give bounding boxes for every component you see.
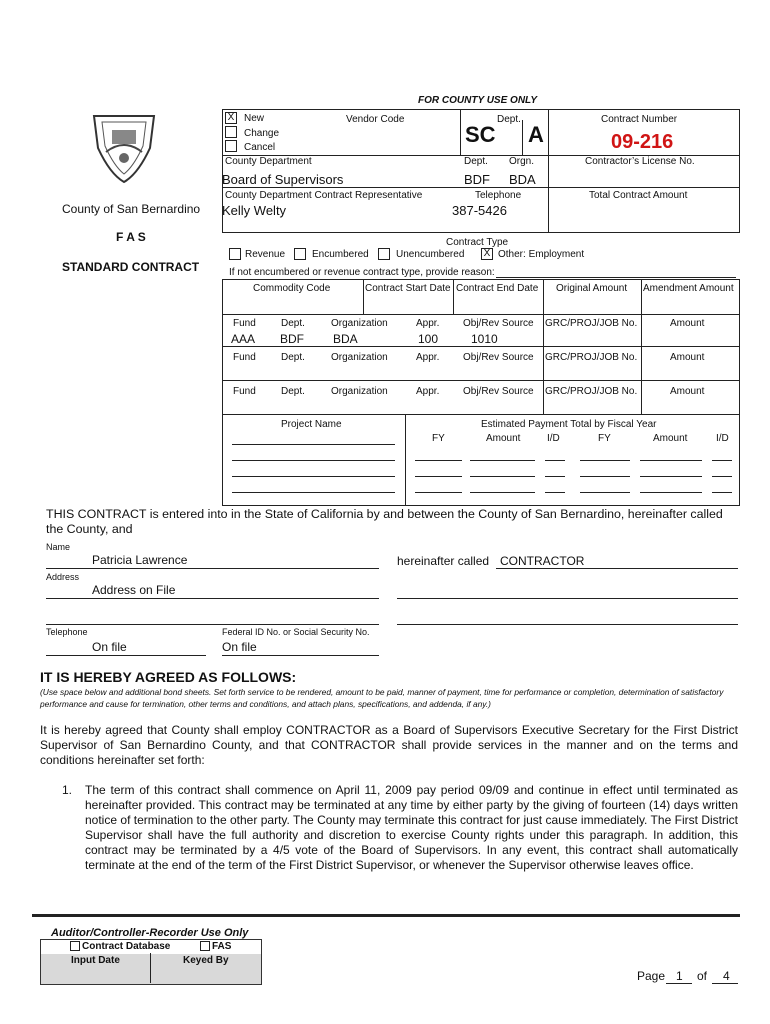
id-label-1: I/D bbox=[547, 433, 560, 444]
amount-label-1: Amount bbox=[486, 433, 521, 444]
footer-rule bbox=[32, 914, 740, 917]
federal-id-label: Federal ID No. or Social Security No. bbox=[222, 627, 370, 637]
county-use-title: FOR COUNTY USE ONLY bbox=[418, 95, 538, 106]
organization-header-3: Organization bbox=[331, 386, 388, 397]
appr-header-2: Appr. bbox=[416, 352, 440, 363]
other-label: Other: Employment bbox=[498, 249, 585, 260]
end-date-label: Contract End Date bbox=[456, 283, 539, 294]
contractor-name: Patricia Lawrence bbox=[92, 553, 188, 567]
contract-database-label: Contract Database bbox=[82, 941, 171, 952]
page-total: 4 bbox=[723, 969, 730, 983]
fund-header-2: Fund bbox=[233, 352, 256, 363]
amendment-amount-label: Amendment Amount bbox=[643, 283, 734, 294]
original-amount-label: Original Amount bbox=[556, 283, 628, 294]
auditor-title: Auditor/Controller-Recorder Use Only bbox=[51, 927, 249, 939]
contract-number-label: Contract Number bbox=[601, 114, 678, 125]
body-paragraph: It is hereby agreed that County shall employ CONTRACTOR as a Board of Supervisors Executive Secretary for the First District Supervisor of San Bernardino County, and that CONTRACTOR shall provide services in the manner and on the terms and conditions hereinafter set forth: bbox=[40, 723, 738, 767]
revenue-label: Revenue bbox=[245, 249, 286, 260]
intro-text: THIS CONTRACT is entered into in the State of California by and between the County of San Bernardino, hereinafter called the County, and bbox=[46, 507, 723, 536]
encumbered-checkbox[interactable] bbox=[294, 248, 306, 260]
page-number: 1 bbox=[676, 969, 683, 983]
other-checkbox[interactable]: X bbox=[481, 248, 493, 260]
appr-header-1: Appr. bbox=[416, 318, 440, 329]
hereinafter-label: hereinafter called bbox=[397, 554, 490, 568]
change-label: Change bbox=[244, 128, 280, 139]
amount-label-2: Amount bbox=[653, 433, 688, 444]
commodity-label: Commodity Code bbox=[253, 283, 331, 294]
objrev-header-3: Obj/Rev Source bbox=[463, 386, 534, 397]
project-name-label: Project Name bbox=[281, 419, 342, 430]
organization-header-1: Organization bbox=[331, 318, 388, 329]
objrev-header-1: Obj/Rev Source bbox=[463, 318, 534, 329]
dept-value: BDF bbox=[280, 332, 304, 346]
page-label: Page bbox=[637, 969, 666, 983]
dept-letter: A bbox=[528, 122, 544, 147]
grc-header-1: GRC/PROJ/JOB No. bbox=[545, 318, 638, 329]
fas-checkbox-label: FAS bbox=[212, 941, 232, 952]
amount-header-3: Amount bbox=[670, 386, 705, 397]
dept2-label: Dept. bbox=[464, 156, 488, 167]
change-checkbox[interactable] bbox=[225, 126, 237, 138]
keyed-by-label: Keyed By bbox=[183, 955, 229, 966]
county-department: Board of Supervisors bbox=[222, 172, 344, 187]
county-name: County of San Bernardino bbox=[62, 202, 201, 216]
dept2-value: BDF bbox=[464, 172, 490, 187]
unencumbered-checkbox[interactable] bbox=[378, 248, 390, 260]
reason-label: If not encumbered or revenue contract type, provide reason: bbox=[229, 267, 495, 278]
county-department-label: County Department bbox=[225, 156, 312, 167]
appr-value: 100 bbox=[418, 332, 439, 346]
fund-value: AAA bbox=[231, 332, 256, 346]
dept-header-2: Dept. bbox=[281, 352, 305, 363]
telephone-label: Telephone bbox=[46, 627, 88, 637]
contract-number: 09-216 bbox=[611, 131, 674, 153]
fy-label-1: FY bbox=[432, 433, 445, 444]
new-label: New bbox=[244, 113, 265, 124]
objrev-value: 1010 bbox=[471, 332, 498, 346]
rep-label: County Department Contract Representative bbox=[225, 190, 423, 201]
telephone-value: On file bbox=[92, 640, 127, 654]
appr-header-3: Appr. bbox=[416, 386, 440, 397]
address-label: Address bbox=[46, 572, 80, 582]
revenue-checkbox[interactable] bbox=[229, 248, 241, 260]
phone-label: Telephone bbox=[475, 190, 522, 201]
dept-label: Dept. bbox=[497, 114, 521, 125]
total-label: Total Contract Amount bbox=[589, 190, 688, 201]
new-checkbox[interactable]: X bbox=[225, 112, 237, 124]
federal-id-value: On file bbox=[222, 640, 257, 654]
rep-name: Kelly Welty bbox=[222, 203, 287, 218]
contract-database-checkbox[interactable] bbox=[70, 941, 80, 951]
contract-type-label: Contract Type bbox=[446, 237, 509, 248]
amount-header-2: Amount bbox=[670, 352, 705, 363]
dept-code: SC bbox=[465, 122, 496, 147]
grc-header-3: GRC/PROJ/JOB No. bbox=[545, 386, 638, 397]
organization-header-2: Organization bbox=[331, 352, 388, 363]
dept-header-3: Dept. bbox=[281, 386, 305, 397]
fund-header-1: Fund bbox=[233, 318, 256, 329]
cancel-label: Cancel bbox=[244, 142, 276, 153]
vendor-code-label: Vendor Code bbox=[346, 114, 405, 125]
dept-header-1: Dept. bbox=[281, 318, 305, 329]
amount-header-1: Amount bbox=[670, 318, 705, 329]
unencumbered-label: Unencumbered bbox=[396, 249, 465, 260]
item1-number: 1. bbox=[62, 783, 73, 797]
standard-contract-label: STANDARD CONTRACT bbox=[62, 260, 200, 274]
agreed-note: (Use space below and additional bond sheets. Set forth service to be rendered, amount to be paid, manner of payment, time for performance or completion, determination of satisfactory performance and cause for termination, other terms and conditions, and attach plans, specifications, and addenda, if any.) bbox=[40, 687, 724, 709]
item1-text: The term of this contract shall commence on April 11, 2009 pay period 09/09 and continue in effect until terminated as hereinafter provided. This contract may be terminated at any time by either party by the giving of fourteen (14) days written notice of termination to the other party. The County may terminate this contract for just cause immediately. The First District Supervisor shall have the full authority and discretion to exercise County rights under this paragraph. In addition, this contract may be terminated by a 4/5 vote of the Board of Supervisors. In any event, this contract shall automatically terminate at the end of the term of the First District Supervisor, or whenever the Supervisor otherwise leaves office. bbox=[85, 783, 738, 872]
estimated-label: Estimated Payment Total by Fiscal Year bbox=[481, 419, 657, 430]
cancel-checkbox[interactable] bbox=[225, 140, 237, 152]
address-value: Address on File bbox=[92, 583, 176, 597]
objrev-header-2: Obj/Rev Source bbox=[463, 352, 534, 363]
contractor-label: CONTRACTOR bbox=[500, 554, 585, 568]
id-label-2: I/D bbox=[716, 433, 729, 444]
fas-checkbox[interactable] bbox=[200, 941, 210, 951]
orgn-value: BDA bbox=[509, 172, 536, 187]
license-label: Contractor’s License No. bbox=[585, 156, 695, 167]
page-of: of bbox=[697, 969, 708, 983]
name-label: Name bbox=[46, 542, 71, 552]
fy-label-2: FY bbox=[598, 433, 611, 444]
grc-header-2: GRC/PROJ/JOB No. bbox=[545, 352, 638, 363]
phone-value: 387-5426 bbox=[452, 203, 507, 218]
encumbered-label: Encumbered bbox=[312, 249, 369, 260]
fund-header-3: Fund bbox=[233, 386, 256, 397]
start-date-label: Contract Start Date bbox=[365, 283, 451, 294]
county-seal-icon bbox=[88, 108, 160, 184]
orgn-label: Orgn. bbox=[509, 156, 535, 167]
organization-value: BDA bbox=[333, 332, 358, 346]
fas-label: F A S bbox=[116, 230, 146, 244]
input-date-label: Input Date bbox=[71, 955, 120, 966]
agreed-title: IT IS HEREBY AGREED AS FOLLOWS: bbox=[40, 669, 297, 685]
